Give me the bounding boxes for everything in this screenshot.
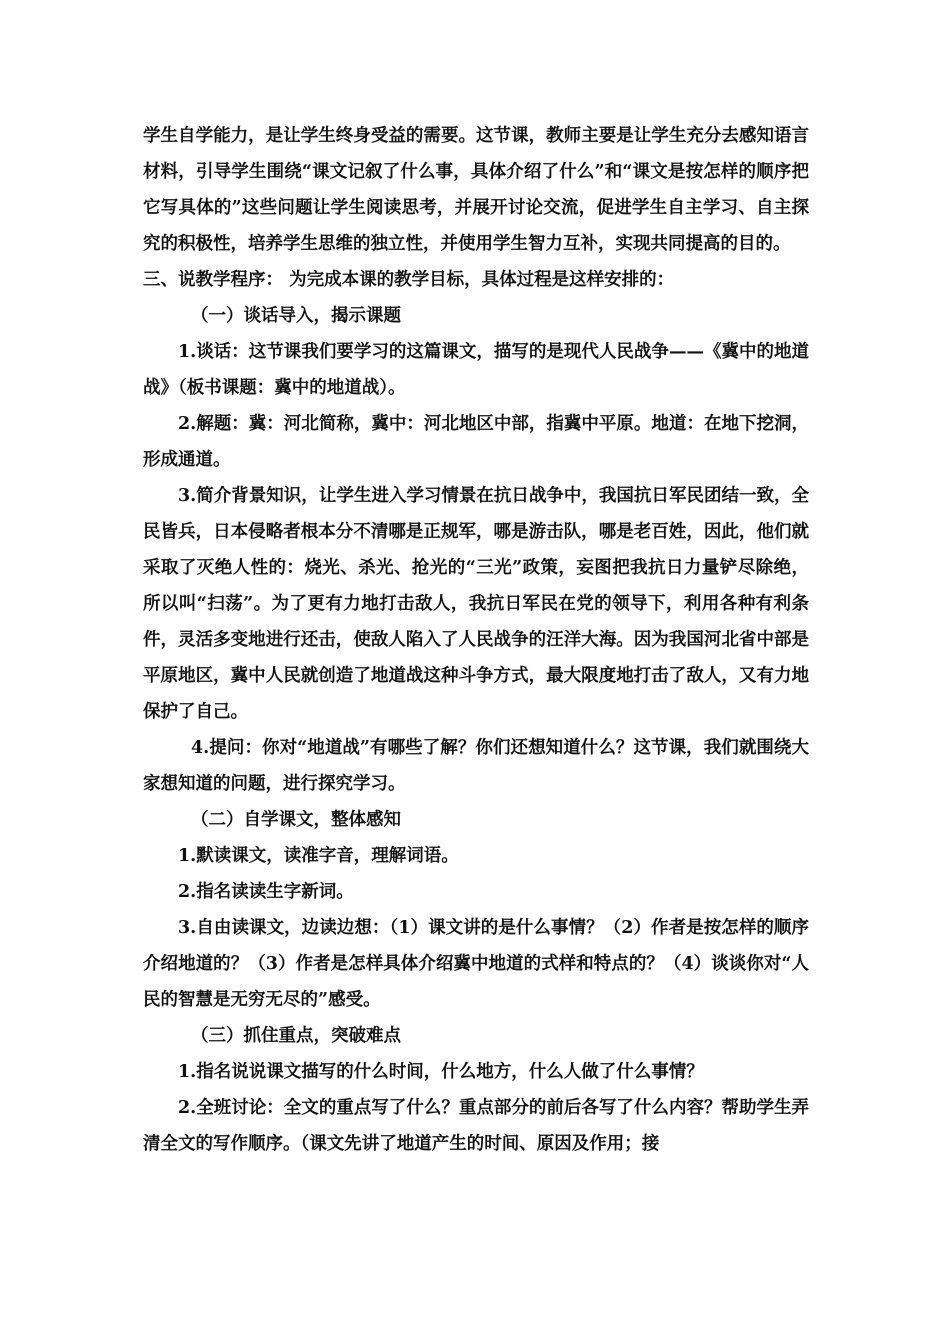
- paragraph-key-points-2: 2.全班讨论：全文的重点写了什么？重点部分的前后各写了什么内容？帮助学生弄清全文的写作顺序。（课文先讲了地道产生的时间、原因及作用；接: [143, 1098, 809, 1154]
- paragraph-self-study-1: 1.默读课文，读准字音，理解词语。: [178, 846, 459, 866]
- subheading-self-study: （二）自学课文，整体感知: [191, 810, 401, 830]
- paragraph-key-points-1: 1.指名说说课文描写的什么时间，什么地方，什么人做了什么事情？: [178, 1062, 704, 1082]
- paragraph-step-4: 4.提问：你对“地道战”有哪些了解？你们还想知道什么？这节课，我们就围绕大家想知道的问题，进行探究学习。: [143, 738, 809, 794]
- paragraph-self-study-2: 2.指名读读生字新词。: [178, 882, 354, 902]
- paragraph-self-study-3: 3.自由读课文，边读边想：（1）课文讲的是什么事情？（2）作者是按怎样的顺序介绍地道的？（3）作者是怎样具体介绍冀中地道的式样和特点的？（4）谈谈你对“人民的智慧是无穷无尽的”感受。: [143, 918, 809, 1010]
- subheading-key-points: （三）抓住重点，突破难点: [191, 1026, 401, 1046]
- paragraph-step-3: 3.简介背景知识，让学生进入学习情景在抗日战争中，我国抗日军民团结一致，全民皆兵，日本侵略者根本分不清哪是正规军，哪是游击队，哪是老百姓，因此，他们就采取了灭绝人性的：烧光、杀光、抢光的“三光”政策，妄图把我抗日力量铲尽除绝，所以叫“扫荡”。为了更有力地打击敌人，我抗日军民在党的领导下，利用各种有利条件，灵活多变地进行还击，使敌人陷入了人民战争的汪洋大海。因为我国河北省中部是平原地区，冀中人民就创造了地道战这种斗争方式，最大限度地打击了敌人，又有力地保护了自己。: [143, 486, 809, 722]
- document-body: [143, 118, 809, 1162]
- section-heading-teaching-procedure: 三、说教学程序： 为完成本课的教学目标，具体过程是这样安排的：: [143, 270, 675, 290]
- paragraph-step-1: 1.谈话：这节课我们要学习的这篇课文，描写的是现代人民战争——《冀中的地道战》（板书课题：冀中的地道战）。: [143, 342, 809, 398]
- paragraph-step-2: 2.解题：冀：河北简称，冀中：河北地区中部，指冀中平原。地道：在地下挖洞，形成通道。: [143, 414, 809, 470]
- subheading-intro: （一）谈话导入，揭示课题: [191, 306, 401, 326]
- paragraph-intro: 学生自学能力，是让学生终身受益的需要。这节课，教师主要是让学生充分去感知语言材料，引导学生围绕“课文记叙了什么事，具体介绍了什么”和“课文是按怎样的顺序把它写具体的”这些问题让学生阅读思考，并展开讨论交流，促进学生自主学习、自主探究的积极性，培养学生思维的独立性，并使用学生智力互补，实现共同提高的目的。: [143, 126, 809, 254]
